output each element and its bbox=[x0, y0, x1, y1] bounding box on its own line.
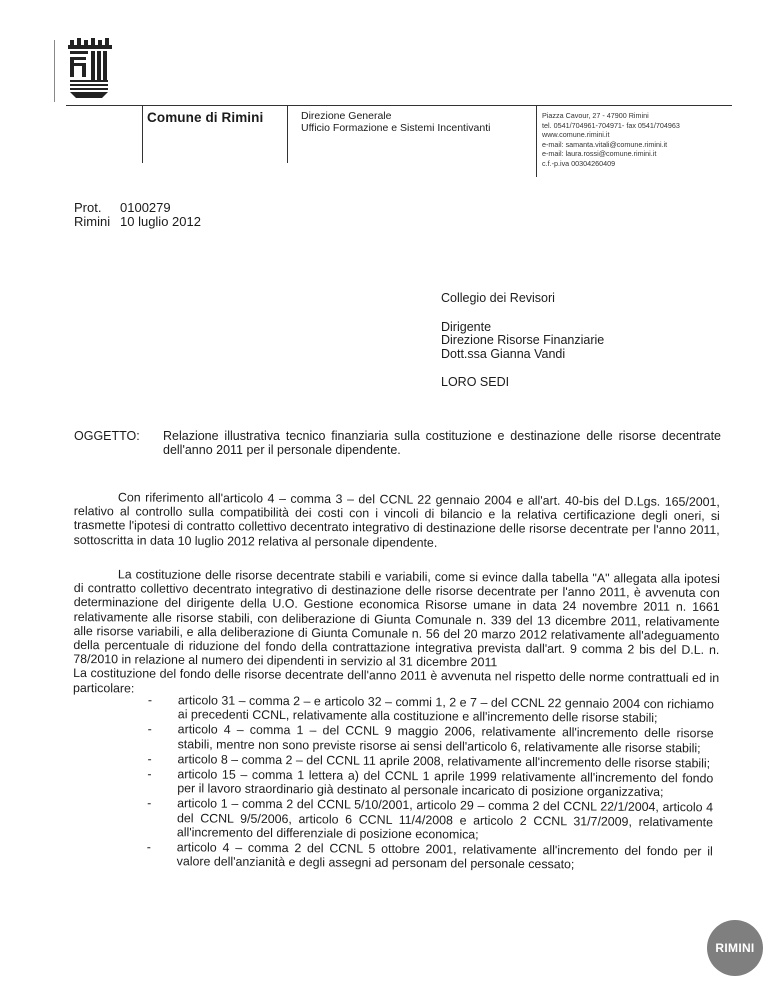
norms-list bbox=[147, 693, 714, 874]
recipient-2: Dirigente bbox=[441, 319, 492, 334]
org-name: Comune di Rimini bbox=[147, 110, 264, 125]
website: www.comune.rimini.it bbox=[542, 130, 610, 140]
header-divider bbox=[287, 105, 288, 163]
recipient-4: Dott.ssa Gianna Vandi bbox=[441, 346, 566, 361]
list-item: - articolo 4 – comma 2 del CCNL 5 ottobre 2001, relativamente all'incremento del fondo per il valore dell'anzianità e degli assegni ad personam del personale cessato; bbox=[146, 840, 713, 872]
recipient-5: LORO SEDI bbox=[441, 375, 510, 389]
paragraph-1-text: Con riferimento all'articolo 4 – comma 3 – del CCNL 22 gennaio 2004 e all'art. 40-bis del D.Lgs. 165/2001, relativo al controllo sulla compatibilità dei costi con i vincoli di bilancio e la relativa certificazione degli oneri, si trasmette l'ipotesi di contratto collettivo decentrato integrativo di destinazione delle risorse decentrate per l'anno 2011, sottoscritta in data 10 luglio 2012 relativa al personale dipendente. bbox=[73, 490, 720, 550]
recipient-3: Direzione Risorse Finanziarie bbox=[441, 333, 605, 347]
department-name: Direzione Generale bbox=[301, 110, 392, 122]
list-item: - articolo 8 – comma 2 – del CCNL 11 aprile 2008, relativamente all'incremento delle risorse stabili; bbox=[147, 751, 711, 771]
recipient-1: Collegio dei Revisori bbox=[441, 291, 555, 305]
paragraph-2 bbox=[73, 567, 720, 700]
header-rule bbox=[66, 105, 732, 106]
header-divider bbox=[142, 105, 143, 163]
margin-line bbox=[54, 40, 55, 102]
prot-label: Prot. bbox=[74, 200, 102, 215]
paragraph-1 bbox=[74, 490, 720, 552]
protocol-block bbox=[74, 201, 201, 229]
prot-number: 0100279 bbox=[120, 200, 171, 215]
list-item: - articolo 15 – comma 1 lettera a) del CCNL 1 aprile 1999 relativamente all'incremento del fondo per il lavoro straordinario già destinato al personale incaricato di posizione organizzativa; bbox=[147, 767, 714, 800]
paragraph-3-text: La costituzione del fondo delle risorse decentrate dell'anno 2011 è avvenuta nel rispetto delle norme contrattuali ed in particolare: bbox=[72, 666, 720, 696]
email-1: e-mail: samanta.vitali@comune.rimini.it bbox=[542, 139, 668, 149]
contact-block bbox=[542, 111, 680, 169]
address: Piazza Cavour, 27 - 47900 Rimini bbox=[542, 111, 649, 120]
paragraph-2-text: La costituzione delle risorse decentrate stabili e variabili, come si evince dalla tabella "A" allegata alla ipotesi di contratto collettivo decentrato integrativo di destinazione delle risorse decentrate per l'anno 2011, è avvenuta con determinazione del dirigente della U.O. Gestione economica Risorse umane in data 24 novembre 2011 n. 1661 relativamente alle risorse stabili, con deliberazione di Giunta Comunale n. 339 del 13 dicembre 2011, relativamente alle risorse variabili, e alla deliberazione di Giunta Comunale n. 56 del 20 marzo 2012 relativamente all'adeguamento della percentuale di riduzione del fondo della contrattazione integrativa prevista dall'art. 9 comma 2 bis del D.L. n. 78/2010 in relazione al numero dei dipendenti in servizio al 31 dicembre 2011 bbox=[73, 567, 720, 670]
office-name: Ufficio Formazione e Sistemi Incentivanti bbox=[301, 122, 491, 134]
tax-code: c.f.-p.iva 00304260409 bbox=[542, 158, 616, 168]
subject-label: OGGETTO: bbox=[74, 429, 140, 443]
subject-text: Relazione illustrativa tecnico finanziaria sulla costituzione e destinazione delle risorse decentrate dell'anno 2011 per il personale dipendente. bbox=[163, 429, 721, 457]
list-item: - articolo 4 – comma 1 – del CCNL 9 maggio 2006, relativamente all'incremento delle risorse stabili, mentre non sono previste risorse ai sensi dell'articolo 6, relativamente alle risorse stabili; bbox=[147, 722, 714, 755]
phone-fax: tel. 0541/704961-704971- fax 0541/704963 bbox=[542, 120, 680, 130]
recipients-block bbox=[441, 292, 604, 390]
department-block bbox=[301, 110, 490, 134]
rimini-logo: RIMINI bbox=[707, 920, 763, 976]
place-label: Rimini bbox=[74, 214, 111, 229]
list-item: - articolo 31 – comma 2 – e articolo 32 – commi 1, 2 e 7 – del CCNL 22 gennaio 2004 con richiamo ai precedenti CCNL, relativamente alla costituzione e all'incremento delle risorse stabili; bbox=[147, 693, 714, 726]
prot-date: 10 luglio 2012 bbox=[120, 214, 201, 229]
coat-of-arms-icon bbox=[64, 38, 126, 100]
email-2: e-mail: laura.rossi@comune.rimini.it bbox=[542, 149, 657, 159]
list-item: - articolo 1 – comma 2 del CCNL 5/10/2001, articolo 29 – comma 2 del CCNL 22/1/2004, articolo 4 del CCNL 9/5/2006, articolo 6 CCNL 11/4/2008 e articolo 2 CCNL 31/7/2009, relativamente all'incremento del differenziale di posizione economica; bbox=[147, 796, 714, 842]
header-divider bbox=[536, 105, 537, 177]
